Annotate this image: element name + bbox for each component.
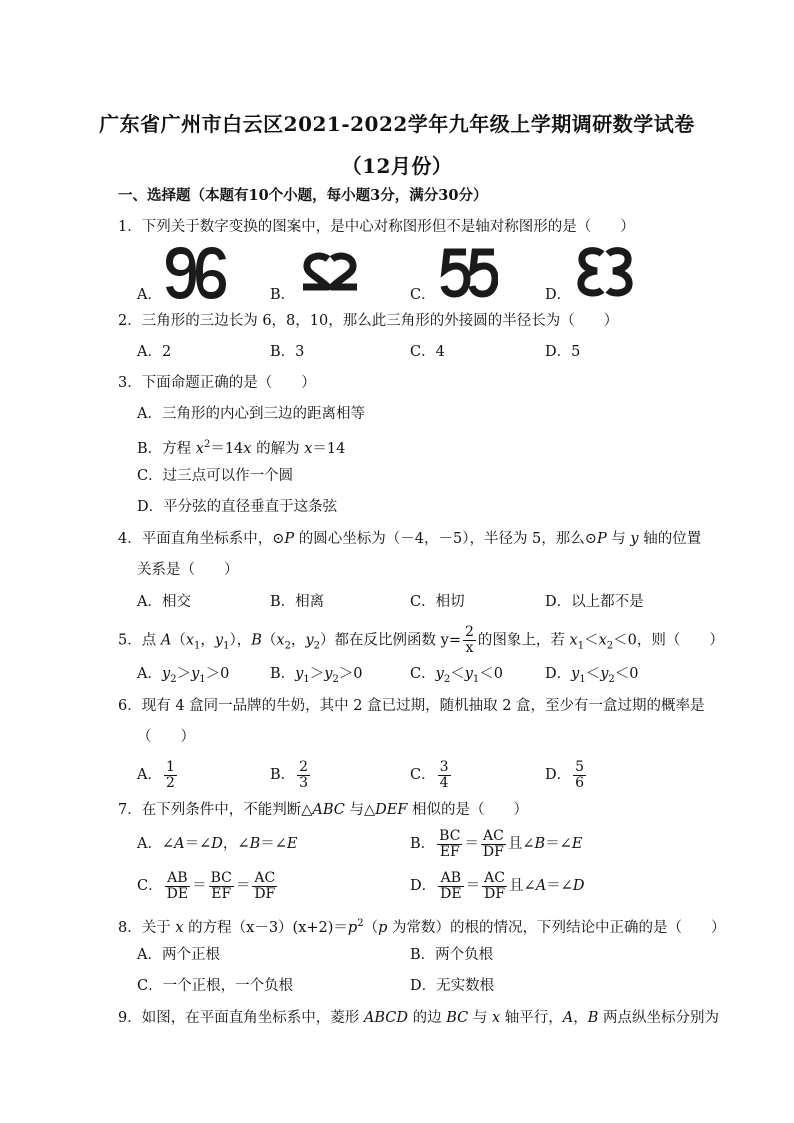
q2-option-a: A．2 xyxy=(137,344,172,360)
q8-option-c: C．一个正根，一个负根 xyxy=(137,978,294,994)
figure-mirrored-33 xyxy=(575,246,635,298)
q1-option-d-label: D． xyxy=(545,287,572,303)
q1-option-a-label: A． xyxy=(137,287,162,303)
question-6-stem: 6．现有 4 盒同一品牌的牛奶，其中 2 盒已过期，随机抽取 2 盒，至少有一盒过期的概率是 xyxy=(118,698,705,714)
question-7-stem: 7．在下列条件中，不能判断△ABC 与△DEF 相似的是（ ） xyxy=(118,802,529,818)
question-4-stem: 4．平面直角坐标系中，⊙P 的圆心坐标为（－4，－5），半径为 5，那么⊙P 与 y 轴的位置 xyxy=(118,531,702,547)
question-2-stem: 2．三角形的三边长为 6，8，10，那么此三角形的外接圆的半径长为（ ） xyxy=(118,313,619,329)
q5-option-d: D．$y_1<y_2<0$ xyxy=(545,666,639,685)
question-9-stem: 9．如图，在平面直角坐标系中，菱形 ABCD 的边 BC 与 x 轴平行，A，B 两点纵坐标分别为 xyxy=(118,1010,719,1026)
exam-subtitle: （12月份） xyxy=(341,154,453,178)
figure-96 xyxy=(165,245,227,301)
q7-option-a: A．∠A＝∠D，∠B＝∠E xyxy=(137,836,298,852)
q5-option-b: B．$y_1>y_2>0$ xyxy=(270,666,363,685)
question-1-stem: 1．下列关于数字变换的图案中，是中心对称图形但不是轴对称图形的是（ ） xyxy=(118,219,635,235)
q4-option-b: B．相离 xyxy=(270,594,325,610)
figure-mirrored-52 xyxy=(300,251,360,295)
q8-option-d: D．无实数根 xyxy=(410,978,495,994)
q3-option-c: C．过三点可以作一个圆 xyxy=(137,468,294,484)
q8-option-a: A．两个正根 xyxy=(137,947,220,963)
q6-option-a: A． $\frac{1}{2}$ xyxy=(137,758,175,791)
question-5-stem: 5．点 $A(x_1$，$y_1$），$B(x_2$，$y_2$）都在反比例函数 y= $\frac{2}{x}$ 的图象上，若 $x_1<x_2<0$，则（ ） xyxy=(118,624,724,656)
question-3-stem: 3．下面命题正确的是（ ） xyxy=(118,375,316,391)
q1-option-b-label: B． xyxy=(270,287,296,303)
q2-option-c: C．4 xyxy=(410,344,445,360)
q3-option-a: A．三角形的内心到三边的距离相等 xyxy=(137,406,365,422)
q1-option-c-label: C． xyxy=(410,287,436,303)
q4-option-a: A．相交 xyxy=(137,594,191,610)
figure-55 xyxy=(440,248,498,298)
q4-option-c: C．相切 xyxy=(410,594,465,610)
q5-option-c: C．$y_2<y_1<0$ xyxy=(410,666,503,685)
q5-option-a: A．$y_2>y_1>0$ xyxy=(137,666,230,685)
q2-option-d: D．5 xyxy=(545,344,581,360)
section-heading: 一、选择题（本题有10个小题，每小题3分，满分30分） xyxy=(118,187,488,204)
question-4-stem-cont: 关系是（ ） xyxy=(137,562,239,578)
question-8-stem: 8．关于 x 的方程$(x-3)(x+2)=p^2(p$ 为常数）的根的情况，下列结论中正确的是（ ） xyxy=(118,918,726,936)
q4-option-d: D．以上都不是 xyxy=(545,594,644,610)
q7-option-c: C． $\frac{AB}{DE}$ ＝ $\frac{BC}{EF}$ ＝ $\frac{AC}{DF}$ xyxy=(137,869,276,902)
q3-option-d: D．平分弦的直径垂直于这条弦 xyxy=(137,499,338,515)
q6-option-b: B． $\frac{2}{3}$ xyxy=(270,758,309,791)
q3-option-b: B．方程 $x^2=14x$ 的解为 x＝14 xyxy=(137,439,346,457)
q7-option-d: D． $\frac{AB}{DE}$ ＝ $\frac{AC}{DF}$ 且∠A＝∠D xyxy=(410,869,585,902)
q5-fraction: $\frac{2}{x}$ xyxy=(464,624,474,656)
exam-title: 广东省广州市白云区2021-2022学年九年级上学期调研数学试卷 xyxy=(99,112,695,136)
q2-option-b: B．3 xyxy=(270,344,305,360)
q6-option-d: D． $\frac{5}{6}$ xyxy=(545,758,585,791)
question-6-stem-cont: （ ） xyxy=(137,729,195,745)
q6-option-c: C． $\frac{3}{4}$ xyxy=(410,758,449,791)
q7-option-b: B． $\frac{BC}{EF}$ ＝ $\frac{AC}{DF}$ 且∠B＝∠E xyxy=(410,827,583,860)
q8-option-b: B．两个负根 xyxy=(410,947,494,963)
